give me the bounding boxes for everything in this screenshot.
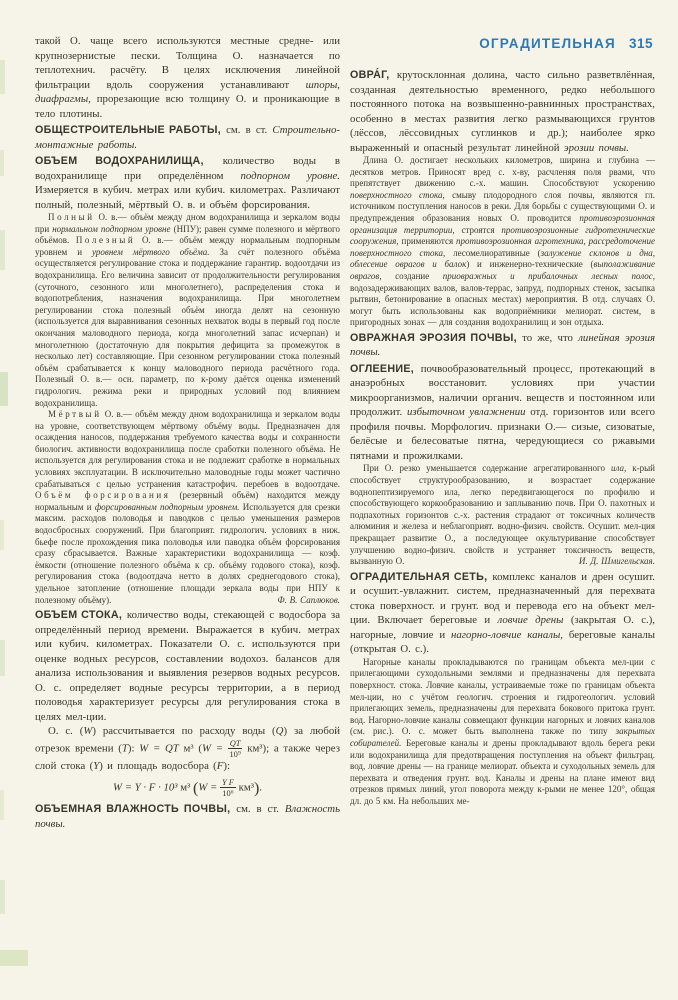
text-run: О. в.— объём между дном водохранилища и зеркалом воды на уровне, соответствующем мёртвому объёму воды. Предназначен для осаждения наносов, поддержания требуемого качества воды и сохранности биологич. активности водохранилища после сработки полезного объёма. Не используется для регулирования стока и не подлежит сработке в нормальных условиях эксплуатации. В исключительно маловодные годы может частично срабатываться с целью устранения катастрофич. перебоев в водоотдаче.	[35, 409, 340, 489]
entry-ovrazhnaya-eroziya-pochvy	[350, 331, 655, 360]
text-run: береговые каналы (открытая О. с.).	[350, 628, 655, 656]
text-run: .	[259, 781, 262, 794]
italic-run: избыточном увлажнении	[407, 406, 526, 419]
text-run: (закрытая О. с.), нагорные, ловчие и	[350, 614, 655, 641]
text-run: лесомелиоративные (	[445, 247, 541, 258]
math-expression: W = QT	[139, 742, 179, 755]
text-run: а также через слой стока (	[35, 742, 340, 772]
italic-run: шпоры, диафрагмы,	[35, 78, 340, 105]
author-signature: И. Д. Шмигельская.	[578, 556, 655, 567]
page-number: 315	[628, 36, 653, 51]
text-run: Измеряется в кубич. метрах или кубич. километрах. Различают полный, полезный, мёртвый О. в. и объём форсирования.	[35, 184, 340, 211]
italic-run: выполаживание оврагов,	[350, 259, 656, 281]
paragraph-ogradit-details	[350, 657, 655, 808]
paragraph-ovrag-details	[350, 155, 655, 329]
entry-term: ОБЩЕСТРОИТЕЛЬНЫЕ РАБОТЫ,	[35, 124, 221, 136]
author-signature: Ф. В. Саплюков.	[277, 594, 340, 605]
entry-obyem-vodokhranilishcha	[35, 154, 340, 212]
entry-obyemnaya-vlazhnost-pochvy	[35, 802, 340, 831]
math-unit: км³	[235, 781, 254, 794]
text-run: О. с. (	[48, 725, 84, 738]
text-run: прорезающие всю толщину О. и проникающие в тело плотины.	[35, 93, 340, 120]
paragraph-continuation-obsypka	[35, 34, 340, 121]
cross-reference: Строительно-монтажные работы.	[35, 124, 340, 151]
paragraph-ogleenie-details	[350, 463, 655, 567]
entry-obyem-stoka	[35, 608, 340, 724]
italic-run: уровнем мёртвого объёма.	[92, 246, 210, 257]
italic-run: противоэрозионная агротехника, рассредоточение поверхностного стока,	[350, 236, 655, 258]
text-run: то же, что	[516, 331, 579, 344]
entry-term: ОГРАДИТЕЛЬНАЯ СЕТЬ,	[350, 570, 488, 583]
italic-run: форсированным подпорным уровнем.	[94, 501, 240, 512]
running-head-title: ОГРАДИТЕЛЬНАЯ	[479, 36, 616, 51]
text-run: водозадерживающих валов, валов-террас, запруд, подпорных стенок, засыпка рытвин, бетонирование в опасных местах) мероприятия. В отд. случаях О. могут быть использованы как водоприёмники мелиорат. систем, в пригородных зонах — для создания водохранилищ и зон отдыха.	[350, 282, 655, 328]
math-variable: Y	[93, 759, 100, 772]
math-fraction	[228, 739, 243, 759]
text-run: ):	[127, 742, 140, 755]
entry-ogradit-set	[350, 570, 655, 657]
text-run: крутосклонная долина, часто сильно разветвлённая, созданная деятельностью временного, редко небольшого постоянного потока на возвышенно-равнинных пространствах, особенно в местах развития легко размывающихся грунтов (лёссов, лёссовидных суглинков и др.); наиболее ярко выраженный и опасный результат линейной	[350, 69, 655, 154]
spaced-term: Объём форсирования	[35, 490, 171, 501]
italic-run: нагорно-ловчие каналы,	[451, 628, 563, 641]
fraction-numerator: QT	[229, 737, 241, 748]
math-unit: м³	[177, 781, 193, 794]
scan-artifact	[0, 880, 5, 914]
fraction-numerator: Y F	[222, 777, 234, 788]
text-run: Используется для срезки максим. расходов половодья и паводков с целью уменьшения размеров водосбросных сооружений. При благоприят. гидрологич. условиях в ниж. бьефе после прохождения пика половодья или паводка объём форсирования сразу сбрасывается. Важные характеристики водохранилища — коэф. ёмкости (отношение полезного объёма к ср. объёму годового стока), коэф. регулирования стока (водоотдача нетто в долях среднегодового стока), удельное затопление (отношение площади зеркала воды при НПУ к полезному объёму).	[35, 501, 340, 605]
math-fraction	[220, 778, 236, 798]
text-run: применяются	[398, 236, 457, 247]
text-run: такой О. чаще всего используются местные средне- или крупнозернистые пески. Толщина О. назначается по теплотехнич. расчёту. В целях исключения линейной фильтрации вдоль сооружения устанавливают	[35, 35, 340, 91]
text-run: (резервный объём) находится между нормальным и	[35, 490, 341, 512]
text-run: ) рассчитывается по расходу воды (	[92, 725, 276, 738]
paragraph-polny-obyem	[35, 212, 340, 409]
entry-term: ОВРА́Г,	[350, 69, 390, 81]
text-run: (НПУ); равен сумме полезного и мёртвого объёмов.	[35, 223, 340, 246]
math-expression: W =	[201, 742, 228, 755]
italic-run: приовражных и прибалочных лесных полос,	[442, 270, 655, 281]
text-run: Береговые каналы и дрены прокладывают вдоль берега реки или водохранилища для предотвращения поступления на объект фильтрац. вод, ловчие дрены — на границе мелиорат. объекта и суходольных земель для перехвата и отведения грунт. вод. Каналы и дрены на плане имеют вид отрезков прямых линий, угол поворота между к-рыми не менее 120°, общая дл. до 5 км. На небольших ме-	[350, 737, 655, 806]
text-run: количество воды, стекающей с водосбора за определённый период времени. Выражается в кубич. метрах или кубич. километрах. Показатели О. с. используются при оценке водных ресурсов, составлении водохоз. балансов для анализа использования и выявления резервов водных ресурсов. О. с. определяет водные ресурсы территории, а в период половодья характеризует ресурсы для регулирования стока в целях мел-ции.	[35, 609, 340, 723]
italic-run: нормальном подпорном уровне	[52, 223, 171, 234]
paragraph-myortvy-obyem	[35, 409, 340, 606]
math-variable: F	[216, 759, 224, 772]
italic-run: поверхностного стока,	[350, 189, 445, 200]
text-run: Нагорные каналы прокладываются по границам объекта мел-ции с прилегающими суходольными землями и предназначены для перехвата поверхност. стока. Ловчие каналы, устраиваемые тоже по границам объекта мел-ции, но с учётом геологич. строения и гидрогеологич. условий прилегающих земель, предназначены для перехвата бокового притока грунт. вод. Нагорно-ловчие каналы совмещают функции нагорных и ловчих каналов (см. рис.). О. с. может быть выполнена также по типу	[350, 656, 655, 737]
text-run: к-рый способствует структурообразованию, и возрастает содержание воднопептизируемого ила, легко передвигающегося по профилю и способствующего коркообразованию и заплыванию почв. При О. пахотных и подпахотных горизонтов с.-х. растения страдают от токсичных количеств алюминия и железа и неблагоприят. водно-физич. свойств. Осушит. мел-ция прекращает развитие О., а последующее окультуривание способствует улучшению водно-физич. свойств и устраняет токсичность веществ, вызванную О.	[350, 463, 655, 567]
running-head	[350, 36, 653, 51]
text-run: почвообразовательный процесс, протекающий в анаэробных восстановит. условиях при участии микроорганизмов, наличии органич. веществ и постоянном или продолжит.	[350, 362, 655, 419]
fraction-denominator: 10⁶	[222, 788, 234, 799]
scan-artifact	[0, 950, 28, 966]
text-run: ) и инженерно-технические (	[466, 259, 594, 270]
math-variable: Q	[275, 725, 284, 738]
parenthesis: )	[253, 780, 260, 798]
text-run: см. в ст.	[221, 124, 273, 136]
entry-term: ОВРАЖНАЯ ЭРОЗИЯ ПОЧВЫ,	[350, 331, 517, 344]
text-run: При О. резко уменьшается содержание агрегатированного	[363, 463, 611, 474]
paragraph-formula-intro	[35, 724, 340, 773]
cross-reference: Влажность почвы.	[35, 803, 340, 830]
italic-run: ила,	[610, 463, 627, 474]
italic-run: ловчие дрены	[497, 614, 564, 627]
fraction-denominator: 10⁹	[229, 749, 241, 760]
text-run: ) за любой отрезок времени (	[35, 725, 340, 755]
entry-ogleenie	[350, 362, 655, 464]
text-run: О. в.— объём между дном водохранилища и зеркалом воды при	[35, 212, 340, 234]
text-run: строятся	[454, 224, 502, 235]
italic-run: залужение склонов и дна, облесение оврагов и балок	[350, 247, 655, 270]
left-column	[35, 34, 340, 831]
right-column	[350, 34, 655, 831]
math-variable: W	[83, 725, 93, 738]
math-expression: W = Y · F · 10³	[113, 781, 178, 794]
spaced-term: Мёртвый	[48, 409, 102, 420]
text-run: количество воды в водохранилище при определённом	[35, 155, 340, 182]
text-run: За счёт полезного объёма осуществляется регулирование стока и поддержание гарантир. водоотдачи из водохранилища. Его величина зависит от продолжительности регулирования (суточного, сезонного или многолетнего), распределения стока и водопотребления, назначения водохранилища. При многолетнем регулировании стока полезный объём иногда делят на сезонную (используется для выравнивания сезонных нехваток воды в первый год после окончания маловодного периода, когда многолетний запас исчерпан) и многолетнюю (достаточную для покрытия дефицита за промежуток в несколько лет) составляющие. При сезонном регулировании стока полезный объём срабатывается к концу маловодного периода расчётного года. Полезный О. в.— осн. параметр, по к-рому даётся оценка изменений гидрологич. режима реки и природных условий под влиянием водохранилища.	[35, 246, 340, 408]
math-unit: м³	[178, 742, 199, 755]
text-run: Длина О. достигает нескольких километров, ширина и глубина — десятков метров. Приносят вред с. х-ву, расчленяя поля рвами, что препятствует движению с.-х. машин. Способствуют ускорению	[350, 155, 655, 189]
text-run: ):	[223, 759, 230, 772]
text-run: см. в ст.	[230, 803, 285, 816]
entry-term: ОБЪЕМ СТОКА,	[35, 609, 123, 622]
cross-reference: линейная эрозия почвы.	[350, 331, 655, 359]
entry-term: ОБЪЕМ ВОДОХРАНИЛИЩА,	[35, 155, 204, 167]
text-run: (	[198, 742, 202, 755]
math-variable: T	[121, 742, 128, 755]
text-run: комплекс каналов и дрен осушит. и осушит.-увлажнит. систем, предназначенный для перехвата стока поверхност. и грунт. вод и перевода его на объект мел-ции. Включает береговые и	[350, 570, 656, 627]
italic-run: противоэрозионные гидротехнические сооружения,	[350, 224, 655, 247]
text-run: смыву плодородного слоя почвы, являются гл. источником поступления наносов в реки. Для борьбы с существующими О. и предупреждения образования новых О. проводится	[350, 189, 655, 223]
italic-run: противоэрозионная организация территории,	[350, 212, 655, 235]
italic-run: закрытых собирателей.	[350, 726, 655, 748]
entry-obshchestroitelnye-raboty	[35, 123, 340, 152]
parenthesis: (	[193, 780, 199, 798]
text-run: создание	[381, 270, 443, 281]
math-unit: км³);	[242, 742, 274, 755]
text-run: ) и площадь водосбора (	[99, 759, 217, 772]
italic-run: подпорном уровне.	[240, 169, 341, 182]
math-expression: W =	[198, 781, 221, 794]
text-run: О. в.— объём между нормальным подпорным уровнем и	[35, 235, 340, 257]
spaced-term: Полный	[48, 212, 95, 222]
entry-ovrag	[350, 68, 655, 155]
entry-term: ОБЪЕМНАЯ ВЛАЖНОСТЬ ПОЧВЫ,	[35, 803, 231, 816]
cross-reference: эрозии почвы.	[563, 141, 629, 154]
entry-term: ОГЛЕЕНИЕ,	[350, 362, 415, 375]
formula-runoff-volume	[35, 778, 340, 798]
spaced-term: Полезный	[75, 235, 136, 246]
text-run: отд. горизонтов или всего профиля почвы. Морфологич. признаки О.— сизые, сизоватые, белёсые и белесоватые пятна, чередующиеся со ржавыми пятнами и прожилками.	[350, 406, 656, 462]
